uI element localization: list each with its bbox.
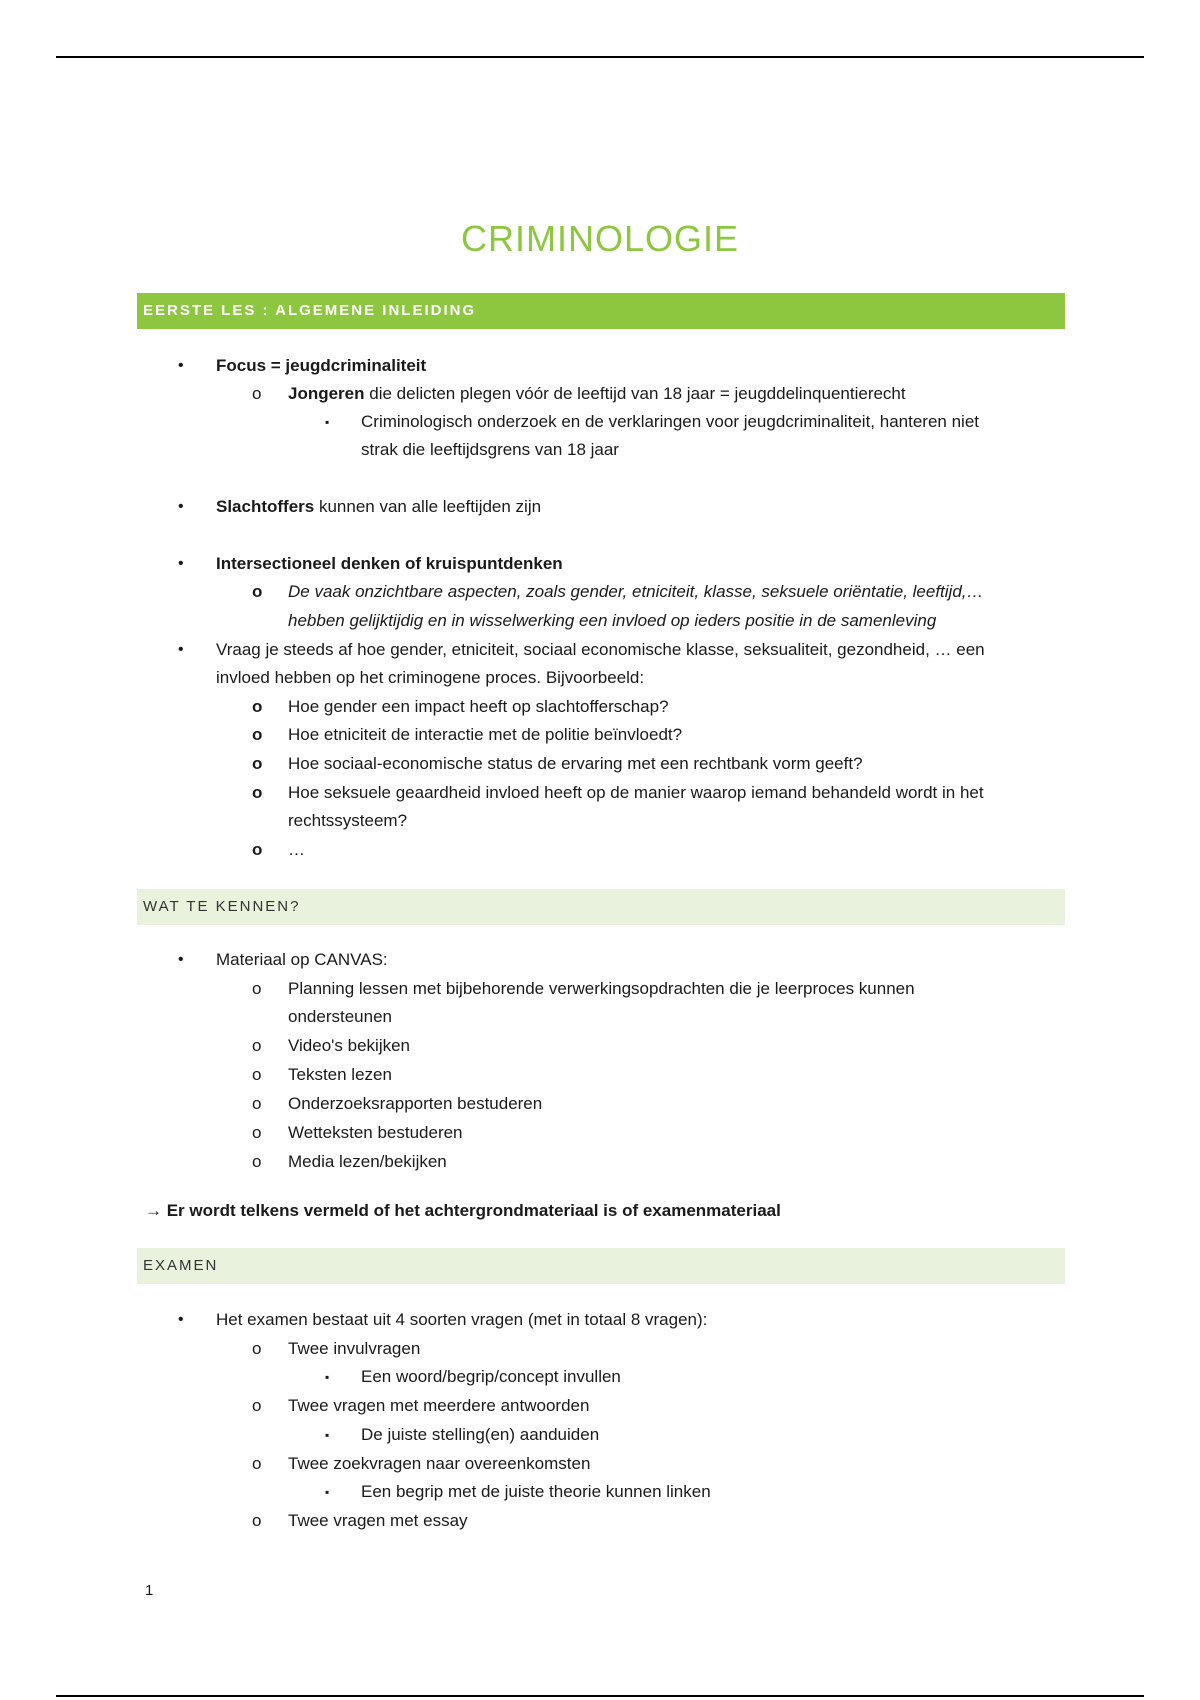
bullet-circle: o <box>252 979 262 998</box>
bullet-circle: o <box>252 384 262 403</box>
slachtoffers-term: Slachtoffers <box>216 497 315 516</box>
list-item-q2: Hoe etniciteit de interactie met de politie beïnvloedt? <box>288 725 683 744</box>
bullet-circle: o <box>252 1152 262 1171</box>
list-item-m5: Wetteksten bestuderen <box>288 1123 463 1142</box>
list-item-m1-line2: ondersteunen <box>288 1007 392 1026</box>
list-item-m2: Video's bekijken <box>288 1036 411 1055</box>
list-item-materiaal: Materiaal op CANVAS: <box>216 950 388 969</box>
bullet-circle: o <box>252 1123 262 1142</box>
bullet-circle: o <box>252 1396 262 1415</box>
list-item-vraag-line1: Vraag je steeds af hoe gender, etniciteit, sociaal economische klasse, seksualiteit, gezondheid, … een <box>216 640 985 659</box>
bullet-square: ▪ <box>325 1428 330 1442</box>
bullet-square: ▪ <box>325 1370 330 1384</box>
list-item-crim-line2: strak die leeftijdsgrens van 18 jaar <box>361 440 619 459</box>
bullet-circle: o <box>252 582 263 601</box>
bullet-disc: • <box>178 951 184 968</box>
list-item-focus: Focus = jeugdcriminaliteit <box>216 356 427 375</box>
list-item-m6: Media lezen/bekijken <box>288 1152 447 1171</box>
footer-rule <box>56 1695 1144 1697</box>
bullet-disc: • <box>178 498 184 515</box>
list-item-e3: Twee zoekvragen naar overeenkomsten <box>288 1454 591 1473</box>
list-item-e2: Twee vragen met meerdere antwoorden <box>288 1396 590 1415</box>
list-item-m4: Onderzoeksrapporten bestuderen <box>288 1094 543 1113</box>
bullet-disc: • <box>178 1311 184 1328</box>
section-heading-eerste-les: EERSTE LES : ALGEMENE INLEIDING <box>137 293 1065 329</box>
list-item-inter-line2: hebben gelijktijdig en in wisselwerking een invloed op ieders positie in de samenleving <box>288 611 937 630</box>
bullet-disc: • <box>178 555 184 572</box>
bullet-disc: • <box>178 357 184 374</box>
list-item-q4-line2: rechtssysteem? <box>288 811 408 830</box>
list-item-e4: Twee vragen met essay <box>288 1511 468 1530</box>
section-heading-wat-te-kennen: WAT TE KENNEN? <box>137 889 1065 925</box>
bullet-circle: o <box>252 1065 262 1084</box>
list-item-q1: Hoe gender een impact heeft op slachtofferschap? <box>288 697 669 716</box>
list-item-e3-sub: Een begrip met de juiste theorie kunnen linken <box>361 1482 711 1501</box>
list-item-e2-sub: De juiste stelling(en) aanduiden <box>361 1425 600 1444</box>
bullet-circle: o <box>252 1036 262 1055</box>
page-title: CRIMINOLOGIE <box>460 218 740 259</box>
jongeren-text: die delicten plegen vóór de leeftijd van 18 jaar = jeugddelinquentierecht <box>364 384 906 403</box>
page-number: 1 <box>145 1582 154 1599</box>
bullet-square: ▪ <box>325 1485 330 1499</box>
list-item-e1: Twee invulvragen <box>288 1339 421 1358</box>
bullet-circle: o <box>252 1454 262 1473</box>
note-examenmateriaal: → Er wordt telkens vermeld of het achtergrondmateriaal is of examenmateriaal <box>145 1201 781 1220</box>
jongeren-term: Jongeren <box>288 384 365 403</box>
list-item-inter-line1: De vaak onzichtbare aspecten, zoals gender, etniciteit, klasse, seksuele oriëntatie, leeftijd,… <box>288 582 984 601</box>
bullet-circle: o <box>252 1094 262 1113</box>
bullet-circle: o <box>252 725 263 744</box>
list-item-q5: … <box>288 840 305 859</box>
list-item-m1-line1: Planning lessen met bijbehorende verwerkingsopdrachten die je leerproces kunnen <box>288 979 915 998</box>
bullet-disc: • <box>178 641 184 658</box>
bullet-circle: o <box>252 840 263 859</box>
bullet-circle: o <box>252 1511 262 1530</box>
section-heading-examen: EXAMEN <box>137 1248 1065 1284</box>
list-item-m3: Teksten lezen <box>288 1065 392 1084</box>
list-item-crim-line1: Criminologisch onderzoek en de verklaringen voor jeugdcriminaliteit, hanteren niet <box>361 412 980 431</box>
list-item-q3: Hoe sociaal-economische status de ervaring met een rechtbank vorm geeft? <box>288 754 863 773</box>
header-rule <box>56 56 1144 58</box>
list-item-q4-line1: Hoe seksuele geaardheid invloed heeft op de manier waarop iemand behandeld wordt in het <box>288 783 984 802</box>
bullet-circle: o <box>252 1339 262 1358</box>
list-item-examen-intro: Het examen bestaat uit 4 soorten vragen (met in totaal 8 vragen): <box>216 1310 708 1329</box>
list-item-e1-sub: Een woord/begrip/concept invullen <box>361 1367 621 1386</box>
bullet-circle: o <box>252 783 263 802</box>
list-item-intersectioneel: Intersectioneel denken of kruispuntdenken <box>216 554 563 573</box>
slachtoffers-text: kunnen van alle leeftijden zijn <box>314 497 542 516</box>
list-item-jongeren <box>288 383 1078 405</box>
list-item-slachtoffers <box>216 496 1076 518</box>
bullet-circle: o <box>252 754 263 773</box>
list-item-vraag-line2: invloed hebben op het criminogene proces. Bijvoorbeeld: <box>216 668 645 687</box>
bullet-square: ▪ <box>325 415 330 429</box>
bullet-circle: o <box>252 697 263 716</box>
